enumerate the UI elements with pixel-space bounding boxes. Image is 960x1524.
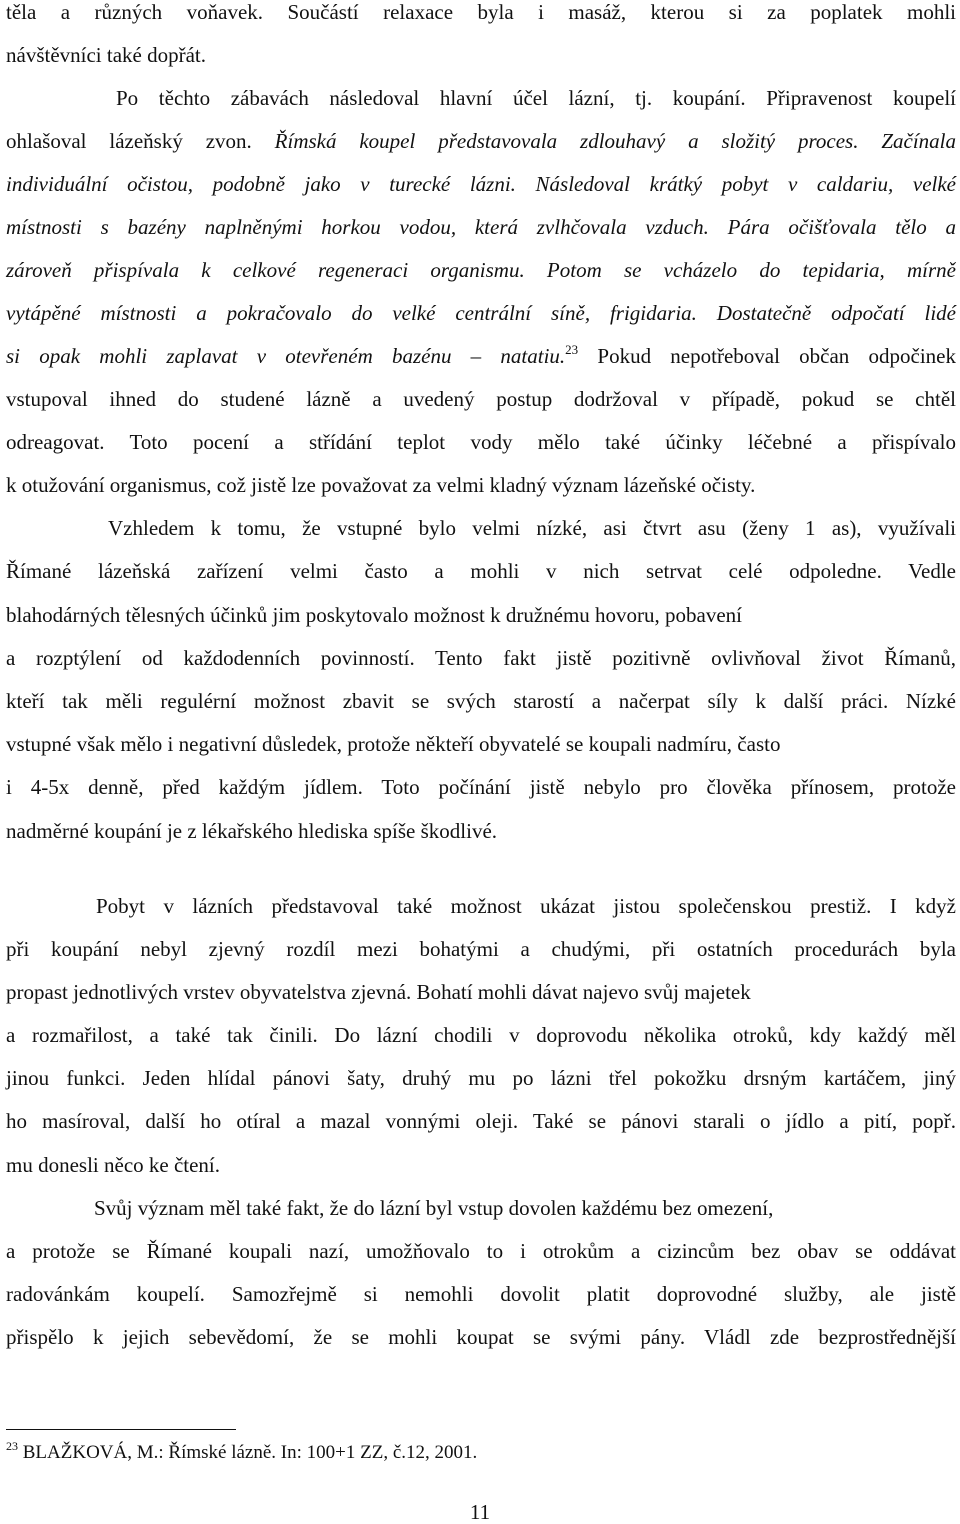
text-line: propast jednotlivých vrstev obyvatelstva zjevná. Bohatí mohli dávat najevo svůj majetek	[6, 980, 751, 1004]
text-line: přispělo k jejich sebevědomí, že se mohli koupat se svými pány. Vládl zde bezprostřednější	[6, 1325, 956, 1349]
text-line: ho masíroval, další ho otíral a mazal vonnými oleji. Také se pánovi starali o jídlo a pití, popř.	[6, 1109, 956, 1133]
paragraph-start-line: Po těchto zábavách následoval hlavní účel lázní, tj. koupání. Připravenost koupelí	[116, 86, 956, 110]
footnote	[6, 1441, 477, 1465]
paragraph-start-line: Svůj význam měl také fakt, že do lázní byl vstup dovolen každému bez omezení,	[94, 1196, 774, 1220]
text-line: vstupné však mělo i negativní důsledek, protože někteří obyvatelé se koupali nadmíru, často	[6, 732, 781, 756]
text-line: vytápěné místnosti a pokračovalo do velké centrální síně, frigidaria. Dostatečně odpočatí lidé	[6, 301, 956, 325]
footnote-text: BLAŽKOVÁ, M.: Římské lázně. In: 100+1 ZZ, č.12, 2001.	[18, 1442, 478, 1463]
text-line: kteří tak měli regulérní možnost zbavit se svých starostí a načerpat síly k další práci. Nízké	[6, 689, 956, 713]
paragraph-start-line: Vzhledem k tomu, že vstupné bylo velmi nízké, asi čtvrt asu (ženy 1 as), využívali	[108, 516, 956, 540]
text-line: mu donesli něco ke čtení.	[6, 1153, 221, 1177]
text-line: i 4-5x denně, před každým jídlem. Toto počínání jistě nebylo pro člověka přínosem, protože	[6, 775, 956, 799]
text-line: Římané lázeňská zařízení velmi často a mohli v nich setrvat celé odpoledne. Vedle	[6, 559, 956, 583]
paragraph-start-line: Pobyt v lázních představoval také možnost ukázat jistou společenskou prestiž. I když	[96, 894, 956, 918]
footnote-number: 23	[6, 1439, 18, 1453]
text-line: vstupoval ihned do studené lázně a uvedený postup dodržoval v případě, pokud se chtěl	[6, 387, 956, 411]
footnote-separator	[6, 1429, 236, 1430]
text-line: blahodárných tělesných účinků jim poskytovalo možnost k družnému hovoru, pobavení	[6, 603, 743, 627]
text-line: návštěvníci také dopřát.	[6, 43, 207, 67]
text-line: místnosti s bazény naplněnými horkou vodou, která zvlhčovala vzduch. Pára očišťovala tělo a	[6, 215, 956, 239]
text-line: a rozptýlení od každodenních povinností. Tento fakt jistě pozitivně ovlivňoval život Římanů,	[6, 646, 956, 670]
text-line: k otužování organismus, což jistě lze považovat za velmi kladný význam lázeňské očisty.	[6, 473, 756, 497]
page-number: 11	[469, 1500, 491, 1524]
text-line: individuální očistou, podobně jako v turecké lázni. Následoval krátký pobyt v caldariu, velké	[6, 172, 957, 196]
text-line: odreagovat. Toto pocení a střídání teplot vody mělo také účinky léčebné a přispívalo	[6, 430, 956, 454]
text-line: zároveň přispívala k celkové regeneraci organismu. Potom se vcházelo do tepidaria, mírně	[6, 258, 956, 282]
text-line: jinou funkci. Jeden hlídal pánovi šaty, druhý mu po lázni třel pokožku drsným kartáčem, jiný	[6, 1066, 956, 1090]
text-line: a protože se Římané koupali nazí, umožňovalo to i otrokům a cizincům bez obav se oddávat	[6, 1239, 956, 1263]
text-line: a rozmařilost, a také tak činili. Do lázní chodili v doprovodu několika otroků, kdy každý měl	[6, 1023, 956, 1047]
text-line: radovánkám koupelí. Samozřejmě si nemohli dovolit platit doprovodné služby, ale jistě	[6, 1282, 956, 1306]
text-line: při koupání nebyl zjevný rozdíl mezi bohatými a chudými, při ostatních procedurách byla	[6, 937, 956, 961]
text-line: ohlašoval lázeňský zvon. Římská koupel představovala zdlouhavý a složitý proces. Začínala	[6, 129, 956, 153]
text-line: si opak mohli zaplavat v otevřeném bazénu – natatiu.$^{23}$ Pokud nepotřeboval občan odpočinek	[6, 342, 956, 368]
italic-text: Římská koupel představovala zdlouhavý a složitý proces. Začínala	[274, 129, 956, 153]
text-line: nadměrné koupání je z lékařského hlediska spíše škodlivé.	[6, 819, 498, 843]
text-line: těla a různých voňavek. Součástí relaxace byla i masáž, kterou si za poplatek mohli	[6, 0, 956, 24]
footnote-reference[interactable]: 23	[565, 342, 579, 357]
